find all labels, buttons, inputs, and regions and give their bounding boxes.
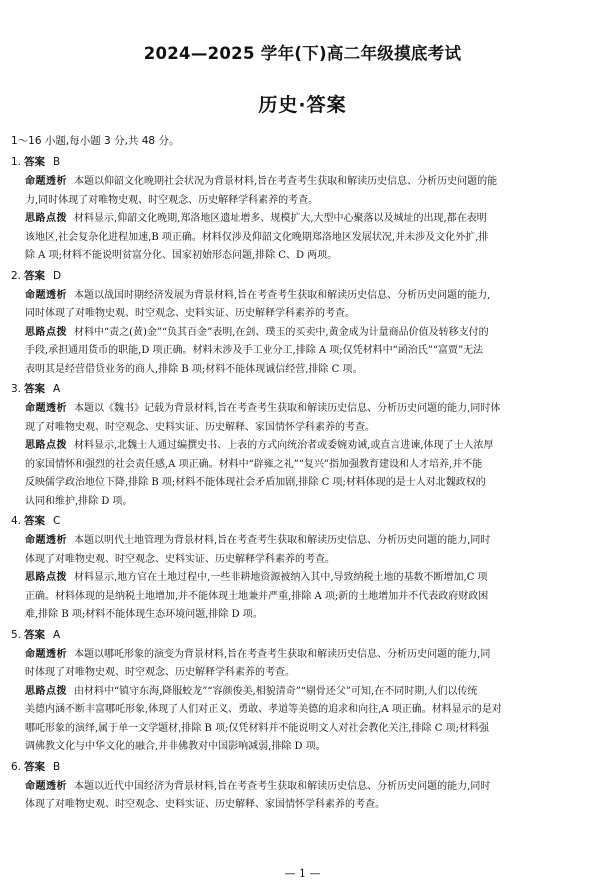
answer-choice: A	[53, 383, 61, 395]
question-number: 4.	[11, 515, 22, 527]
analysis-block	[11, 532, 595, 569]
analysis-line	[25, 778, 595, 797]
hint-text: 调佛教文化与中华文化的融合,并非佛教对中国影响减弱,排除 D 项。	[25, 741, 326, 752]
analysis-line	[25, 419, 595, 438]
hint-text: 认同和维护,排除 D 项。	[25, 495, 133, 507]
hint-line	[25, 456, 595, 475]
hint-line	[25, 342, 595, 361]
hint-line	[25, 701, 595, 720]
question-answer-line	[11, 511, 595, 532]
hint-line	[25, 247, 595, 266]
hint-text: 表明其是经营借贷业务的商人,排除 B 项;材料不能体现诚信经营,排除 C 项。	[25, 363, 363, 375]
analysis-block	[11, 646, 595, 683]
answer-choice: C	[53, 515, 61, 527]
hint-block	[11, 324, 595, 380]
analysis-line	[25, 305, 595, 324]
hint-block	[11, 569, 595, 625]
hint-line	[25, 229, 595, 248]
question-number: 5.	[11, 628, 22, 641]
question-answer-line	[11, 757, 595, 778]
hint-text: 材料显示,地方官在土地过程中,一些非耕地资源被纳入其中,导致纳税土地的基数不断增加,C 项	[74, 572, 488, 583]
answer-choice: D	[53, 269, 62, 282]
hint-label: 思路点拨	[25, 213, 67, 224]
hint-block	[11, 683, 595, 757]
hint-line	[25, 569, 595, 588]
answer-choice: A	[53, 628, 61, 641]
analysis-text: 现了对唯物史观、时空观念、史料实证、历史解释、家国情怀学科素养的考查。	[25, 421, 375, 433]
hint-text: 除 A 项;材料不能说明贫富分化、国家初始形态问题,排除 C、D 两项。	[25, 250, 338, 261]
analysis-line	[25, 796, 595, 815]
answer-label: 答案	[24, 156, 45, 168]
hint-text: 手段,承担通用货币的职能,D 项正确。材料未涉及手工业分工,排除 A 项;仅凭材料中“函治氏”“富贾”无法	[25, 345, 484, 356]
analysis-line	[25, 646, 595, 665]
hint-label: 思路点拨	[25, 326, 67, 338]
hint-text: 美德内涵不断丰富哪吒形象,体现了人们对正义、勇敢、孝道等美德的追求和向往,A 项正确。材料显示的是对	[25, 704, 502, 715]
analysis-text: 体现了对唯物史观、时空观念、史料实证、历史解释、家国情怀学科素养的考查。	[25, 799, 385, 810]
analysis-line	[25, 532, 595, 551]
analysis-label: 命题透析	[25, 403, 67, 414]
analysis-line	[25, 400, 595, 419]
hint-text: 正确。材料体现的是纳税土地增加,并不能体现土地兼并严重,排除 A 项;新的土地增加并不代表政府财政困	[25, 590, 489, 602]
hint-line	[25, 210, 595, 229]
analysis-label: 命题透析	[25, 176, 67, 187]
hint-text: 材料中“责之(黄)金”“负其百金”表明,在剑、璞玉的买卖中,黄金成为计量商品价值及转移支付的	[74, 326, 489, 338]
hint-text: 哪吒形象的演绎,属于单一文学题材,排除 B 项;仅凭材料并不能说明文人对社会教化关注,排除 C 项;材料强	[25, 722, 489, 734]
analysis-line	[25, 664, 595, 683]
hint-block	[11, 210, 595, 266]
hint-line	[25, 720, 595, 739]
hint-line	[25, 437, 595, 456]
hint-text: 的家国情怀和强烈的社会责任感,A 项正确。材料中“辟雍之礼”“复兴”指加强教育建设和人才培养,并不能	[25, 458, 483, 470]
analysis-text: 本题以仰韶文化晚期社会状况为背景材料,旨在考查考生获取和解读历史信息、分析历史问题的能	[74, 176, 498, 187]
analysis-line	[25, 173, 595, 192]
analysis-line	[25, 287, 595, 306]
hint-text: 该地区,社会复杂化进程加速,B 项正确。材料仅涉及仰韶文化晚期郑洛地区发展状况,并未涉及文化外扩,排	[25, 231, 489, 243]
analysis-text: 体现了对唯物史观、时空观念、史料实证、历史解释学科素养的考查。	[25, 553, 335, 565]
analysis-text: 力,同时体现了对唯物史观、时空观念、历史解释学科素养的考查。	[25, 194, 319, 206]
intro-text: 1～16 小题,每小题 3 分,共 48 分。	[11, 135, 180, 147]
hint-line	[25, 474, 595, 493]
hint-label: 思路点拨	[25, 685, 67, 697]
analysis-text: 本题以战国时期经济发展为背景材料,旨在考查考生获取和解读历史信息、分析历史问题的能力,	[74, 289, 491, 301]
analysis-block	[11, 173, 595, 210]
question-answer-line	[11, 266, 595, 287]
question-answer-line	[11, 625, 595, 646]
analysis-block	[11, 287, 595, 324]
hint-text: 反映儒学政治地位下降,排除 B 项;材料不能体现社会矛盾加剧,排除 C 项;材料体现的是士人对北魏政权的	[25, 477, 486, 488]
hint-text: 由材料中“镇守东海,降服蛟龙”“容颜俊美,相貌清奇”“剔骨还父”可知,在不同时期,人们以传统	[74, 685, 478, 697]
answer-label: 答案	[24, 383, 45, 395]
analysis-text: 本题以明代土地管理为背景材料,旨在考查考生获取和解读历史信息、分析历史问题的能力,同时	[74, 535, 491, 546]
hint-label: 思路点拨	[25, 440, 67, 451]
analysis-text: 本题以哪吒形象的演变为背景材料,旨在考查考生获取和解读历史信息、分析历史问题的能力,同	[74, 648, 491, 660]
analysis-block	[11, 778, 595, 815]
analysis-label: 命题透析	[25, 289, 67, 301]
hint-line	[25, 361, 595, 380]
hint-line	[25, 738, 595, 757]
analysis-label: 命题透析	[25, 780, 67, 792]
answer-label: 答案	[24, 269, 45, 282]
hint-line	[25, 606, 595, 625]
question-number: 1.	[11, 156, 22, 168]
hint-line	[25, 493, 595, 512]
page-subtitle: 历史·答案	[258, 94, 347, 116]
analysis-line	[25, 551, 595, 570]
answer-label: 答案	[24, 628, 45, 641]
analysis-text: 时体现了对唯物史观、时空观念、历史解释学科素养的考查。	[25, 667, 295, 678]
analysis-block	[11, 400, 595, 437]
answer-label: 答案	[24, 760, 45, 773]
hint-label: 思路点拨	[25, 572, 67, 583]
analysis-label: 命题透析	[25, 535, 67, 546]
answer-content	[11, 131, 595, 815]
question-answer-line	[11, 379, 595, 400]
answer-choice: B	[53, 760, 61, 773]
page-title: 2024—2025 学年(下)高二年级摸底考试	[143, 44, 462, 63]
hint-block	[11, 437, 595, 511]
answer-choice: B	[53, 156, 61, 168]
hint-line	[25, 683, 595, 702]
hint-text: 材料显示,北魏士人通过编撰史书、上表的方式向统治者或委婉劝诫,或直言进谏,体现了士人浓厚	[74, 440, 494, 451]
hint-text: 材料显示,仰韶文化晚期,郑洛地区遗址增多、规模扩大,大型中心聚落以及城址的出现,都在表明	[74, 213, 487, 224]
question-number: 2.	[11, 269, 22, 282]
hint-text: 难,排除 B 项;材料不能体现生态环境问题,排除 D 项。	[25, 609, 263, 620]
analysis-line	[25, 192, 595, 211]
analysis-text: 同时体现了对唯物史观、时空观念、史料实证、历史解释学科素养的考查。	[25, 308, 355, 319]
page-number: — 1 —	[284, 867, 321, 880]
analysis-text: 本题以近代中国经济为背景材料,旨在考查考生获取和解读历史信息、分析历史问题的能力,同时	[74, 780, 491, 792]
question-answer-line	[11, 152, 595, 173]
hint-line	[25, 324, 595, 343]
analysis-label: 命题透析	[25, 648, 67, 660]
hint-line	[25, 588, 595, 607]
answer-label: 答案	[24, 515, 45, 527]
question-number: 6.	[11, 760, 22, 773]
analysis-text: 本题以《魏书》记载为背景材料,旨在考查考生获取和解读历史信息、分析历史问题的能力,同时体	[74, 403, 501, 414]
question-number: 3.	[11, 383, 22, 395]
